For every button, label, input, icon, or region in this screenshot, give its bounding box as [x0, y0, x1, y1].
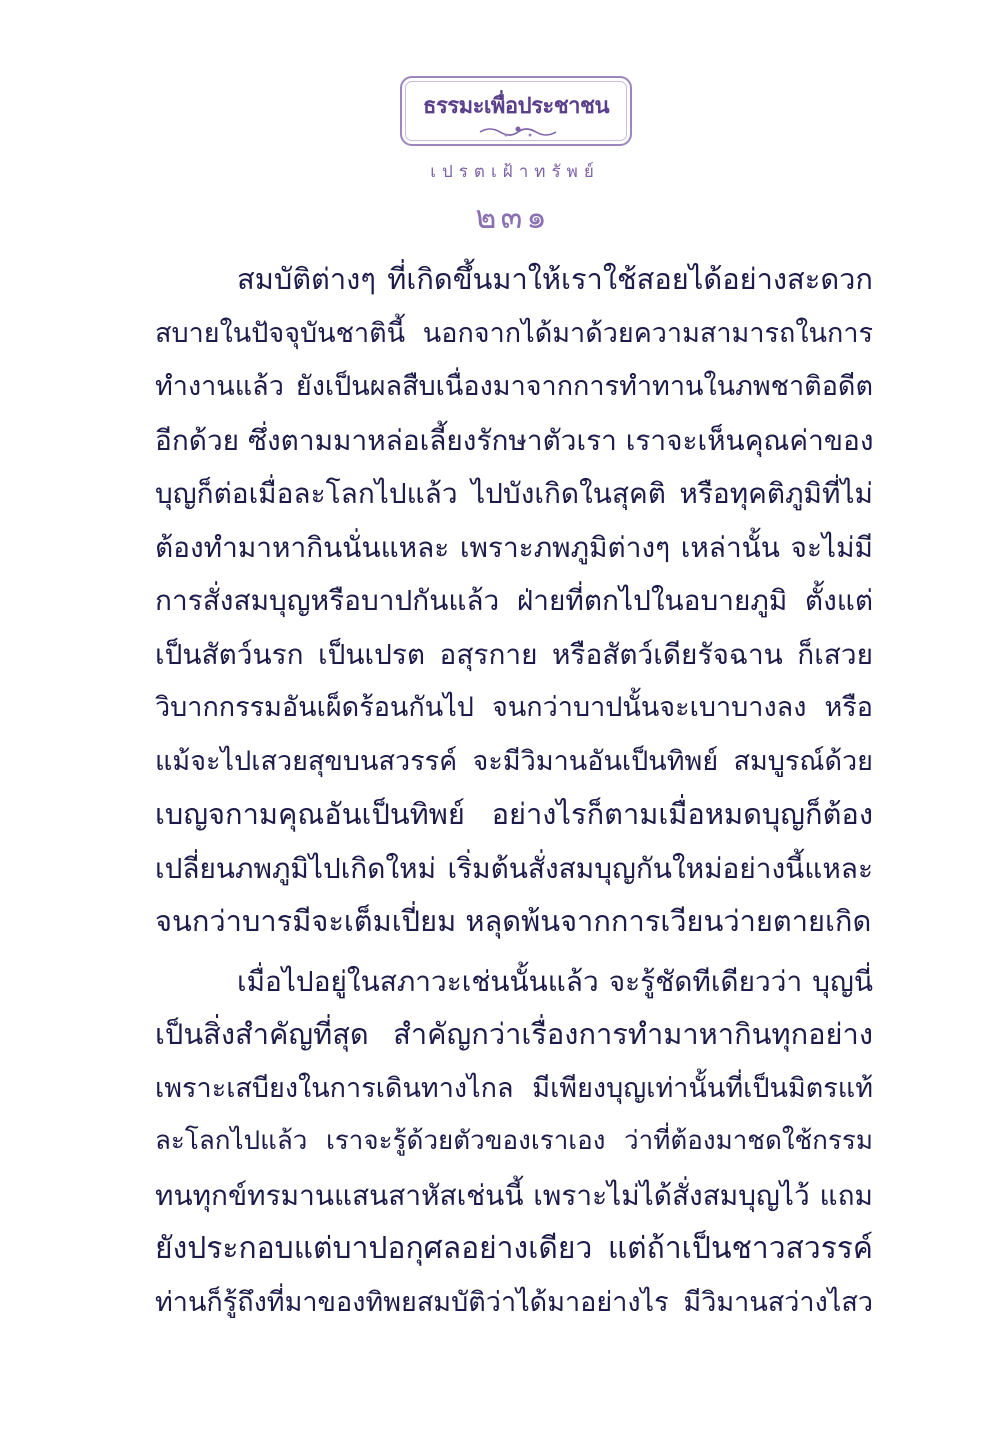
publication-logo	[400, 76, 632, 146]
text-line: ต้องทำมาหากินนั่นแหละ เพราะภพภูมิต่างๆ เหล่านั้น จะไม่มี	[155, 530, 873, 564]
text-line: สมบัติต่างๆ ที่เกิดขึ้นมาให้เราใช้สอยได้อย่างสะดวก	[237, 262, 873, 296]
text-line: เปลี่ยนภพภูมิไปเกิดใหม่ เริ่มต้นสั่งสมบุญกันใหม่อย่างนี้แหละ	[155, 851, 873, 885]
chapter-title: เปรตเฝ้าทรัพย์	[430, 162, 600, 182]
text-line: ทนทุกข์ทรมานแสนสาหัสเช่นนี้ เพราะไม่ได้สั่งสมบุญไว้ แถม	[155, 1178, 873, 1212]
text-line: เป็นสัตว์นรก เป็นเปรต อสุรกาย หรือสัตว์เดียรัจฉาน ก็เสวย	[155, 637, 873, 671]
text-line: ท่านก็รู้ถึงที่มาของทิพยสมบัติว่าได้มาอย่างไร มีวิมานสว่างไสว	[155, 1286, 873, 1318]
text-line: อีกด้วย ซึ่งตามมาหล่อเลี้ยงรักษาตัวเรา เราจะเห็นคุณค่าของ	[155, 423, 873, 457]
text-line: วิบากกรรมอันเผ็ดร้อนกันไป จนกว่าบาปนั้นจะเบาบางลง หรือ	[155, 692, 873, 723]
text-line: เพราะเสบียงในการเดินทางไกล มีเพียงบุญเท่านั้นที่เป็นมิตรแท้	[155, 1072, 873, 1104]
text-line: สบายในปัจจุบันชาตินี้ นอกจากได้มาด้วยความสามารถในการ	[155, 317, 873, 349]
paragraph	[155, 955, 873, 1330]
text-line: ทำงานแล้ว ยังเป็นผลสืบเนื่องมาจากการทำทานในภพชาติอดีต	[155, 371, 873, 402]
paragraph	[155, 253, 873, 949]
text-line: บุญก็ต่อเมื่อละโลกไปแล้ว ไปบังเกิดในสุคติ หรือทุคติภูมิที่ไม่	[155, 477, 873, 510]
body-text	[155, 253, 873, 1335]
text-line: ยังประกอบแต่บาปอกุศลอย่างเดียว แต่ถ้าเป็นชาวสวรรค์	[155, 1231, 873, 1266]
logo-title: ธรรมะเพื่อประชาชน	[423, 94, 609, 119]
ornament-icon	[478, 122, 558, 140]
text-line: ละโลกไปแล้ว เราจะรู้ด้วยตัวของเราเอง ว่าที่ต้องมาชดใช้กรรม	[155, 1126, 873, 1156]
text-line: เป็นสิ่งสำคัญที่สุด สำคัญกว่าเรื่องการทำมาหากินทุกอย่าง	[155, 1017, 873, 1051]
text-line: แม้จะไปเสวยสุขบนสวรรค์ จะมีวิมานอันเป็นทิพย์ สมบูรณ์ด้วย	[155, 745, 873, 777]
text-line: เมื่อไปอยู่ในสภาวะเช่นนั้นแล้ว จะรู้ชัดทีเดียวว่า บุญนี่	[237, 964, 873, 998]
text-line: การสั่งสมบุญหรือบาปกันแล้ว ฝ่ายที่ตกไปในอบายภูมิ ตั้งแต่	[155, 584, 873, 617]
text-line: จนกว่าบารมีจะเต็มเปี่ยม หลุดพ้นจากการเวียนว่ายตายเกิด	[155, 904, 872, 938]
text-line: เบญจกามคุณอันเป็นทิพย์ อย่างไรก็ตามเมื่อหมดบุญก็ต้อง	[155, 797, 873, 831]
page-number: ๒๓๑	[475, 198, 551, 236]
